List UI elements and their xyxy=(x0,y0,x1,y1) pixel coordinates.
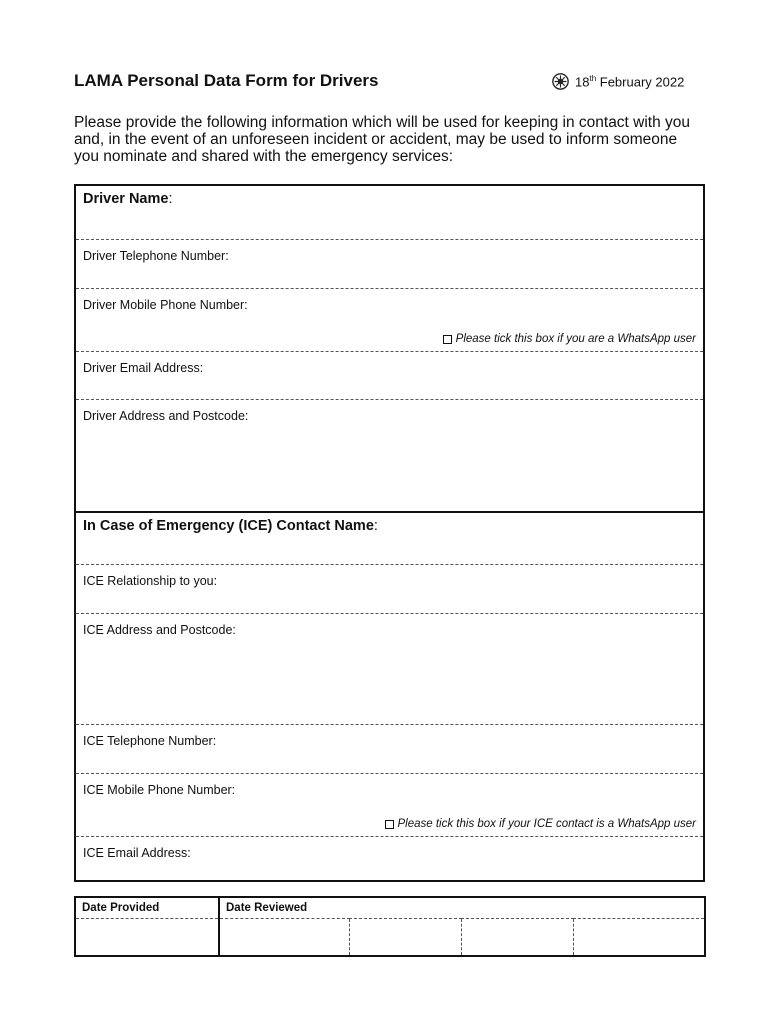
driver-address-field[interactable] xyxy=(76,400,703,513)
ice-name-field[interactable] xyxy=(76,513,703,565)
ice-name-label: In Case of Emergency (ICE) Contact Name: xyxy=(83,518,378,534)
ice-address-label: ICE Address and Postcode: xyxy=(83,623,236,637)
date-text: 18th February 2022 xyxy=(575,73,685,90)
driver-mobile-field[interactable] xyxy=(76,289,703,352)
driver-address-label: Driver Address and Postcode: xyxy=(83,409,249,423)
date-reviewed-cell[interactable] xyxy=(219,919,350,957)
date-reviewed-cell[interactable] xyxy=(350,919,462,957)
form-date xyxy=(552,73,684,90)
ice-address-field[interactable] xyxy=(76,614,703,725)
driver-name-label: Driver Name: xyxy=(83,191,173,207)
driver-whatsapp-option[interactable] xyxy=(443,333,696,345)
ice-relationship-field[interactable] xyxy=(76,565,703,614)
form-title: LAMA Personal Data Form for Drivers xyxy=(74,71,379,90)
intro-text: Please provide the following information which will be used for keeping in contact with you and, in the event of an unforeseen incident or accident, may be used to inform someone you nominate and shared with the emergency services: xyxy=(74,114,691,165)
ice-whatsapp-checkbox[interactable] xyxy=(385,820,394,829)
dates-table xyxy=(74,896,706,957)
ice-mobile-field[interactable] xyxy=(76,774,703,837)
ice-email-label: ICE Email Address: xyxy=(83,846,191,860)
driver-whatsapp-label: Please tick this box if you are a WhatsApp user xyxy=(455,333,696,345)
ice-telephone-field[interactable] xyxy=(76,725,703,774)
driver-email-label: Driver Email Address: xyxy=(83,361,204,375)
driver-mobile-label: Driver Mobile Phone Number: xyxy=(83,298,248,312)
ice-mobile-label: ICE Mobile Phone Number: xyxy=(83,783,236,797)
ice-whatsapp-label: Please tick this box if your ICE contact is a WhatsApp user xyxy=(397,818,696,830)
date-provided-cell[interactable] xyxy=(75,919,219,957)
driver-telephone-label: Driver Telephone Number: xyxy=(83,249,229,263)
driver-whatsapp-checkbox[interactable] xyxy=(443,335,452,344)
date-reviewed-cell[interactable] xyxy=(462,919,574,957)
ice-relationship-label: ICE Relationship to you: xyxy=(83,574,218,588)
date-reviewed-cell[interactable] xyxy=(574,919,705,957)
driver-telephone-field[interactable] xyxy=(76,240,703,289)
driver-name-field[interactable] xyxy=(76,186,703,240)
personal-data-form xyxy=(74,184,705,882)
date-reviewed-header: Date Reviewed xyxy=(219,897,705,919)
date-provided-header: Date Provided xyxy=(75,897,219,919)
ice-telephone-label: ICE Telephone Number: xyxy=(83,734,217,748)
ice-whatsapp-option[interactable] xyxy=(385,818,697,830)
ice-email-field[interactable] xyxy=(76,837,703,880)
lama-logo-icon xyxy=(552,73,569,90)
driver-email-field[interactable] xyxy=(76,352,703,400)
